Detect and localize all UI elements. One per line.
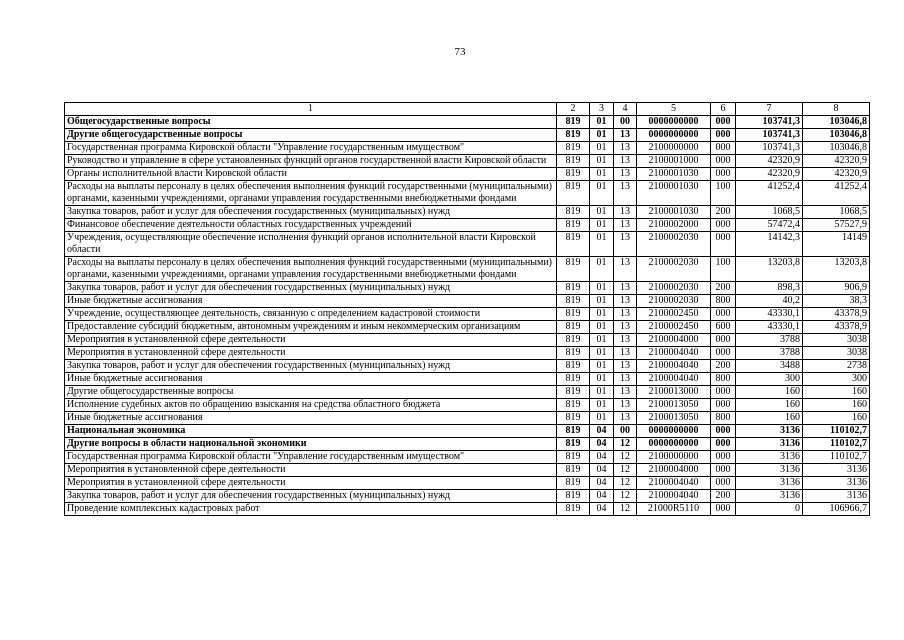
amount-year1-cell: 160 [736, 386, 803, 399]
target-article-cell: 2100001030 [637, 181, 711, 206]
target-article-cell: 0000000000 [637, 438, 711, 451]
amount-year2-cell: 2738 [803, 360, 870, 373]
ved-code-cell: 819 [557, 438, 590, 451]
amount-year2-cell: 906,9 [803, 282, 870, 295]
column-header: 2 [557, 103, 590, 116]
column-header: 3 [590, 103, 614, 116]
target-article-cell: 0000000000 [637, 425, 711, 438]
subsection-code-cell: 00 [614, 116, 637, 129]
expense-type-cell: 200 [711, 206, 736, 219]
amount-year1-cell: 103741,3 [736, 116, 803, 129]
table-row [65, 282, 870, 295]
budget-table [64, 102, 870, 516]
table-row [65, 334, 870, 347]
amount-year2-cell: 3136 [803, 477, 870, 490]
amount-year1-cell: 3136 [736, 425, 803, 438]
amount-year2-cell: 300 [803, 373, 870, 386]
expense-type-cell: 200 [711, 490, 736, 503]
expense-type-cell: 000 [711, 438, 736, 451]
row-name-cell: Закупка товаров, работ и услуг для обеспечения государственных (муниципальных) нужд [65, 282, 557, 295]
expense-type-cell: 000 [711, 503, 736, 516]
section-code-cell: 04 [590, 503, 614, 516]
expense-type-cell: 000 [711, 386, 736, 399]
row-name-cell: Государственная программа Кировской области "Управление государственным имуществом" [65, 142, 557, 155]
target-article-cell: 2100000000 [637, 142, 711, 155]
section-code-cell: 01 [590, 232, 614, 257]
table-row [65, 219, 870, 232]
target-article-cell: 2100002030 [637, 295, 711, 308]
target-article-cell: 2100001030 [637, 168, 711, 181]
amount-year1-cell: 3788 [736, 347, 803, 360]
ved-code-cell: 819 [557, 503, 590, 516]
column-header: 7 [736, 103, 803, 116]
target-article-cell: 2100004040 [637, 477, 711, 490]
section-code-cell: 04 [590, 425, 614, 438]
ved-code-cell: 819 [557, 295, 590, 308]
row-name-cell: Другие вопросы в области национальной экономики [65, 438, 557, 451]
section-code-cell: 01 [590, 334, 614, 347]
ved-code-cell: 819 [557, 142, 590, 155]
row-name-cell: Общегосударственные вопросы [65, 116, 557, 129]
ved-code-cell: 819 [557, 168, 590, 181]
amount-year1-cell: 57472,4 [736, 219, 803, 232]
amount-year2-cell: 110102,7 [803, 438, 870, 451]
subsection-code-cell: 13 [614, 321, 637, 334]
table-row [65, 451, 870, 464]
table-row [65, 321, 870, 334]
section-code-cell: 01 [590, 308, 614, 321]
section-code-cell: 04 [590, 464, 614, 477]
subsection-code-cell: 13 [614, 232, 637, 257]
row-name-cell: Национальная экономика [65, 425, 557, 438]
subsection-code-cell: 13 [614, 155, 637, 168]
subsection-code-cell: 13 [614, 308, 637, 321]
amount-year1-cell: 103741,3 [736, 129, 803, 142]
table-row [65, 490, 870, 503]
subsection-code-cell: 12 [614, 503, 637, 516]
expense-type-cell: 100 [711, 181, 736, 206]
ved-code-cell: 819 [557, 155, 590, 168]
row-name-cell: Иные бюджетные ассигнования [65, 412, 557, 425]
amount-year2-cell: 106966,7 [803, 503, 870, 516]
table-row [65, 438, 870, 451]
amount-year1-cell: 0 [736, 503, 803, 516]
subsection-code-cell: 13 [614, 334, 637, 347]
target-article-cell: 2100001000 [637, 155, 711, 168]
row-name-cell: Органы исполнительной власти Кировской области [65, 168, 557, 181]
ved-code-cell: 819 [557, 129, 590, 142]
subsection-code-cell: 12 [614, 490, 637, 503]
amount-year2-cell: 103046,8 [803, 116, 870, 129]
row-name-cell: Мероприятия в установленной сфере деятельности [65, 334, 557, 347]
amount-year1-cell: 103741,3 [736, 142, 803, 155]
row-name-cell: Финансовое обеспечение деятельности областных государственных учреждений [65, 219, 557, 232]
amount-year2-cell: 110102,7 [803, 451, 870, 464]
ved-code-cell: 819 [557, 399, 590, 412]
expense-type-cell: 600 [711, 321, 736, 334]
amount-year1-cell: 40,2 [736, 295, 803, 308]
amount-year2-cell: 3038 [803, 334, 870, 347]
ved-code-cell: 819 [557, 360, 590, 373]
table-row [65, 386, 870, 399]
ved-code-cell: 819 [557, 412, 590, 425]
ved-code-cell: 819 [557, 321, 590, 334]
target-article-cell: 2100002030 [637, 232, 711, 257]
table-row [65, 232, 870, 257]
subsection-code-cell: 13 [614, 181, 637, 206]
section-code-cell: 01 [590, 360, 614, 373]
section-code-cell: 01 [590, 155, 614, 168]
table-row [65, 155, 870, 168]
amount-year2-cell: 160 [803, 386, 870, 399]
section-code-cell: 01 [590, 181, 614, 206]
amount-year1-cell: 43330,1 [736, 308, 803, 321]
row-name-cell: Учреждение, осуществляющее деятельность, связанную с определением кадастровой стоимости [65, 308, 557, 321]
expense-type-cell: 800 [711, 412, 736, 425]
amount-year2-cell: 41252,4 [803, 181, 870, 206]
target-article-cell: 2100004040 [637, 360, 711, 373]
amount-year1-cell: 1068,5 [736, 206, 803, 219]
table-row [65, 206, 870, 219]
section-code-cell: 01 [590, 347, 614, 360]
expense-type-cell: 000 [711, 116, 736, 129]
expense-type-cell: 000 [711, 347, 736, 360]
amount-year1-cell: 41252,4 [736, 181, 803, 206]
row-name-cell: Мероприятия в установленной сфере деятельности [65, 477, 557, 490]
amount-year1-cell: 14142,3 [736, 232, 803, 257]
subsection-code-cell: 12 [614, 464, 637, 477]
expense-type-cell: 000 [711, 425, 736, 438]
row-name-cell: Иные бюджетные ассигнования [65, 295, 557, 308]
target-article-cell: 2100004040 [637, 347, 711, 360]
ved-code-cell: 819 [557, 116, 590, 129]
amount-year1-cell: 42320,9 [736, 155, 803, 168]
subsection-code-cell: 12 [614, 477, 637, 490]
target-article-cell: 2100000000 [637, 451, 711, 464]
table-row [65, 295, 870, 308]
amount-year2-cell: 1068,5 [803, 206, 870, 219]
ved-code-cell: 819 [557, 206, 590, 219]
amount-year2-cell: 42320,9 [803, 168, 870, 181]
ved-code-cell: 819 [557, 386, 590, 399]
row-name-cell: Закупка товаров, работ и услуг для обеспечения государственных (муниципальных) нужд [65, 490, 557, 503]
target-article-cell: 0000000000 [637, 129, 711, 142]
section-code-cell: 01 [590, 373, 614, 386]
subsection-code-cell: 13 [614, 360, 637, 373]
target-article-cell: 2100002030 [637, 282, 711, 295]
row-name-cell: Руководство и управление в сфере установленных функций органов государственной власти Кировской области [65, 155, 557, 168]
target-article-cell: 2100002000 [637, 219, 711, 232]
target-article-cell: 2100013050 [637, 412, 711, 425]
amount-year1-cell: 160 [736, 412, 803, 425]
expense-type-cell: 200 [711, 282, 736, 295]
subsection-code-cell: 13 [614, 295, 637, 308]
table-header-row [65, 103, 870, 116]
expense-type-cell: 000 [711, 142, 736, 155]
target-article-cell: 2100013050 [637, 399, 711, 412]
row-name-cell: Закупка товаров, работ и услуг для обеспечения государственных (муниципальных) нужд [65, 206, 557, 219]
amount-year1-cell: 300 [736, 373, 803, 386]
amount-year1-cell: 160 [736, 399, 803, 412]
expense-type-cell: 100 [711, 257, 736, 282]
expense-type-cell: 000 [711, 308, 736, 321]
table-row [65, 412, 870, 425]
table-row [65, 181, 870, 206]
ved-code-cell: 819 [557, 181, 590, 206]
amount-year1-cell: 3136 [736, 451, 803, 464]
table-row [65, 142, 870, 155]
column-header: 4 [614, 103, 637, 116]
amount-year2-cell: 110102,7 [803, 425, 870, 438]
section-code-cell: 01 [590, 116, 614, 129]
table-row [65, 168, 870, 181]
row-name-cell: Расходы на выплаты персоналу в целях обеспечения выполнения функций государственными (муниципальными) органами, казенными учреждениями, органами управления государственными внебюджетными фондами [65, 257, 557, 282]
expense-type-cell: 000 [711, 399, 736, 412]
expense-type-cell: 000 [711, 129, 736, 142]
row-name-cell: Мероприятия в установленной сфере деятельности [65, 347, 557, 360]
table-row [65, 129, 870, 142]
ved-code-cell: 819 [557, 334, 590, 347]
target-article-cell: 2100013000 [637, 386, 711, 399]
amount-year2-cell: 3136 [803, 490, 870, 503]
row-name-cell: Другие общегосударственные вопросы [65, 129, 557, 142]
amount-year2-cell: 160 [803, 399, 870, 412]
table-row [65, 399, 870, 412]
section-code-cell: 04 [590, 490, 614, 503]
expense-type-cell: 000 [711, 155, 736, 168]
row-name-cell: Проведение комплексных кадастровых работ [65, 503, 557, 516]
row-name-cell: Государственная программа Кировской области "Управление государственным имуществом" [65, 451, 557, 464]
section-code-cell: 01 [590, 142, 614, 155]
table-row [65, 347, 870, 360]
target-article-cell: 0000000000 [637, 116, 711, 129]
target-article-cell: 2100002030 [637, 257, 711, 282]
target-article-cell: 2100004040 [637, 373, 711, 386]
subsection-code-cell: 13 [614, 412, 637, 425]
table-row [65, 373, 870, 386]
row-name-cell: Закупка товаров, работ и услуг для обеспечения государственных (муниципальных) нужд [65, 360, 557, 373]
expense-type-cell: 000 [711, 232, 736, 257]
expense-type-cell: 000 [711, 477, 736, 490]
amount-year1-cell: 3136 [736, 464, 803, 477]
row-name-cell: Расходы на выплаты персоналу в целях обеспечения выполнения функций государственными (муниципальными) органами, казенными учреждениями, органами управления государственными внебюджетными фондами [65, 181, 557, 206]
section-code-cell: 01 [590, 295, 614, 308]
column-header: 8 [803, 103, 870, 116]
amount-year2-cell: 42320,9 [803, 155, 870, 168]
table-row [65, 308, 870, 321]
amount-year1-cell: 3136 [736, 438, 803, 451]
section-code-cell: 04 [590, 438, 614, 451]
target-article-cell: 2100004000 [637, 464, 711, 477]
section-code-cell: 01 [590, 219, 614, 232]
amount-year2-cell: 103046,8 [803, 129, 870, 142]
subsection-code-cell: 13 [614, 347, 637, 360]
ved-code-cell: 819 [557, 257, 590, 282]
column-header: 5 [637, 103, 711, 116]
amount-year2-cell: 3136 [803, 464, 870, 477]
amount-year1-cell: 3788 [736, 334, 803, 347]
amount-year1-cell: 3488 [736, 360, 803, 373]
amount-year2-cell: 3038 [803, 347, 870, 360]
ved-code-cell: 819 [557, 477, 590, 490]
subsection-code-cell: 13 [614, 168, 637, 181]
expense-type-cell: 200 [711, 360, 736, 373]
column-header: 6 [711, 103, 736, 116]
amount-year2-cell: 57527,9 [803, 219, 870, 232]
table-row [65, 360, 870, 373]
target-article-cell: 2100004040 [637, 490, 711, 503]
target-article-cell: 2100001030 [637, 206, 711, 219]
subsection-code-cell: 12 [614, 438, 637, 451]
amount-year1-cell: 42320,9 [736, 168, 803, 181]
expense-type-cell: 000 [711, 464, 736, 477]
target-article-cell: 2100002450 [637, 308, 711, 321]
ved-code-cell: 819 [557, 373, 590, 386]
table-row [65, 477, 870, 490]
ved-code-cell: 819 [557, 308, 590, 321]
subsection-code-cell: 13 [614, 399, 637, 412]
row-name-cell: Другие общегосударственные вопросы [65, 386, 557, 399]
section-code-cell: 01 [590, 129, 614, 142]
ved-code-cell: 819 [557, 425, 590, 438]
ved-code-cell: 819 [557, 347, 590, 360]
amount-year2-cell: 103046,8 [803, 142, 870, 155]
amount-year2-cell: 38,3 [803, 295, 870, 308]
ved-code-cell: 819 [557, 282, 590, 295]
subsection-code-cell: 13 [614, 386, 637, 399]
target-article-cell: 2100002450 [637, 321, 711, 334]
expense-type-cell: 000 [711, 219, 736, 232]
amount-year1-cell: 898,3 [736, 282, 803, 295]
subsection-code-cell: 13 [614, 373, 637, 386]
section-code-cell: 04 [590, 477, 614, 490]
ved-code-cell: 819 [557, 464, 590, 477]
expense-type-cell: 800 [711, 373, 736, 386]
table-row [65, 116, 870, 129]
row-name-cell: Мероприятия в установленной сфере деятельности [65, 464, 557, 477]
subsection-code-cell: 12 [614, 451, 637, 464]
section-code-cell: 01 [590, 206, 614, 219]
row-name-cell: Исполнение судебных актов по обращению взыскания на средства областного бюджета [65, 399, 557, 412]
amount-year2-cell: 13203,8 [803, 257, 870, 282]
subsection-code-cell: 13 [614, 282, 637, 295]
subsection-code-cell: 13 [614, 206, 637, 219]
expense-type-cell: 000 [711, 168, 736, 181]
amount-year2-cell: 43378,9 [803, 308, 870, 321]
subsection-code-cell: 13 [614, 257, 637, 282]
row-name-cell: Предоставление субсидий бюджетным, автономным учреждениям и иным некоммерческим организациям [65, 321, 557, 334]
row-name-cell: Учреждения, осуществляющие обеспечение исполнения функций органов исполнительной власти Кировской области [65, 232, 557, 257]
amount-year1-cell: 13203,8 [736, 257, 803, 282]
section-code-cell: 01 [590, 282, 614, 295]
column-header: 1 [65, 103, 557, 116]
amount-year2-cell: 160 [803, 412, 870, 425]
expense-type-cell: 800 [711, 295, 736, 308]
section-code-cell: 01 [590, 386, 614, 399]
ved-code-cell: 819 [557, 232, 590, 257]
section-code-cell: 01 [590, 321, 614, 334]
subsection-code-cell: 13 [614, 219, 637, 232]
table-row [65, 257, 870, 282]
amount-year2-cell: 43378,9 [803, 321, 870, 334]
section-code-cell: 01 [590, 412, 614, 425]
amount-year1-cell: 43330,1 [736, 321, 803, 334]
amount-year1-cell: 3136 [736, 490, 803, 503]
amount-year2-cell: 14149 [803, 232, 870, 257]
amount-year1-cell: 3136 [736, 477, 803, 490]
subsection-code-cell: 13 [614, 129, 637, 142]
subsection-code-cell: 00 [614, 425, 637, 438]
section-code-cell: 01 [590, 168, 614, 181]
table-row [65, 425, 870, 438]
table-row [65, 503, 870, 516]
ved-code-cell: 819 [557, 490, 590, 503]
row-name-cell: Иные бюджетные ассигнования [65, 373, 557, 386]
subsection-code-cell: 13 [614, 142, 637, 155]
expense-type-cell: 000 [711, 451, 736, 464]
expense-type-cell: 000 [711, 334, 736, 347]
target-article-cell: 2100004000 [637, 334, 711, 347]
section-code-cell: 04 [590, 451, 614, 464]
ved-code-cell: 819 [557, 219, 590, 232]
page-number: 73 [454, 46, 466, 58]
target-article-cell: 21000R5110 [637, 503, 711, 516]
section-code-cell: 01 [590, 257, 614, 282]
table-row [65, 464, 870, 477]
ved-code-cell: 819 [557, 451, 590, 464]
section-code-cell: 01 [590, 399, 614, 412]
